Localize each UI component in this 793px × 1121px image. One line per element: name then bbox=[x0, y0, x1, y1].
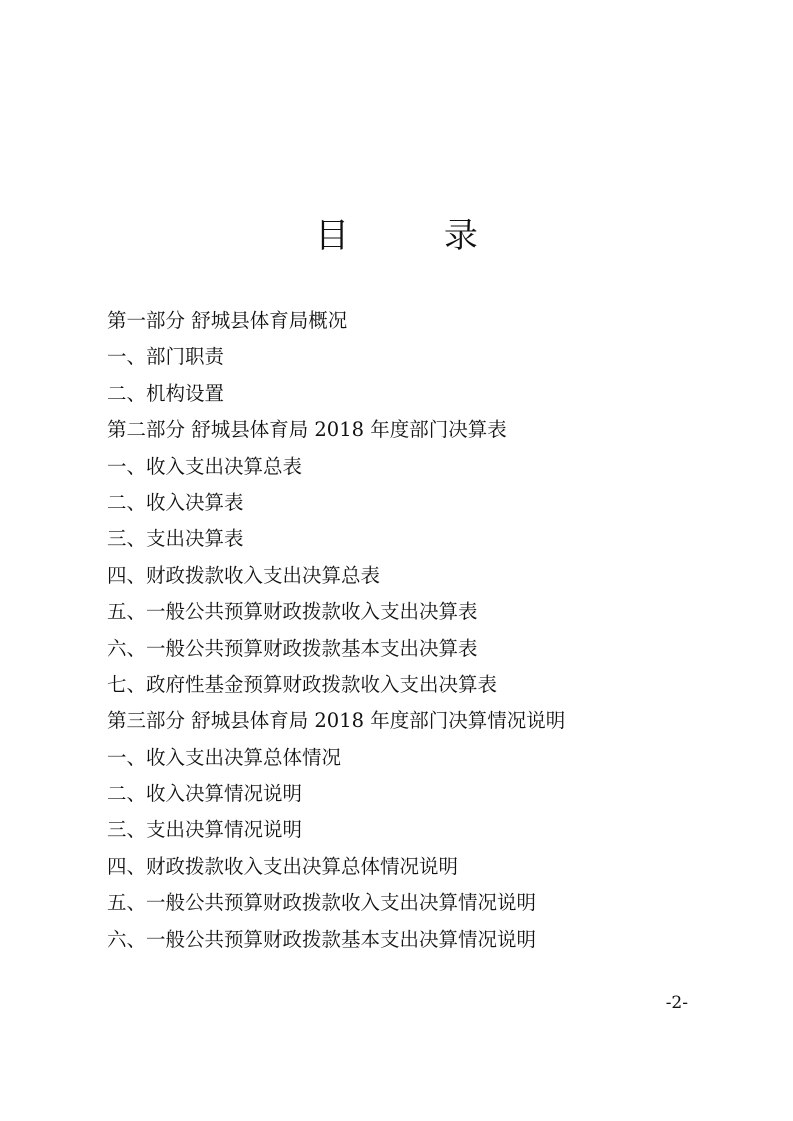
toc-item-3-5: 五、一般公共预算财政拨款收入支出决算情况说明 bbox=[107, 891, 537, 915]
toc-item-2-1: 一、收入支出决算总表 bbox=[107, 454, 303, 478]
toc-item-1-2: 二、机构设置 bbox=[107, 381, 225, 405]
toc-item-2-2: 二、收入决算表 bbox=[107, 490, 244, 514]
toc-item-2-4: 四、财政拨款收入支出决算总表 bbox=[107, 563, 381, 587]
table-of-contents bbox=[107, 303, 727, 958]
toc-item-1-1: 一、部门职责 bbox=[107, 345, 225, 369]
toc-item-2-7: 七、政府性基金预算财政拨款收入支出决算表 bbox=[107, 672, 498, 696]
page-number: -2- bbox=[665, 993, 688, 1013]
toc-item-2-5: 五、一般公共预算财政拨款收入支出决算表 bbox=[107, 600, 478, 624]
toc-part-3: 第三部分 舒城县体育局 2018 年度部门决算情况说明 bbox=[107, 709, 566, 733]
toc-item-3-6: 六、一般公共预算财政拨款基本支出决算情况说明 bbox=[107, 927, 537, 951]
toc-item-3-2: 二、收入决算情况说明 bbox=[107, 782, 303, 806]
toc-item-2-6: 六、一般公共预算财政拨款基本支出决算表 bbox=[107, 636, 478, 660]
page-title: 目 录 bbox=[315, 216, 520, 256]
toc-item-3-1: 一、收入支出决算总体情况 bbox=[107, 745, 342, 769]
toc-item-3-4: 四、财政拨款收入支出决算总体情况说明 bbox=[107, 854, 459, 878]
toc-part-2: 第二部分 舒城县体育局 2018 年度部门决算表 bbox=[107, 418, 507, 442]
toc-item-3-3: 三、支出决算情况说明 bbox=[107, 818, 303, 842]
toc-part-1: 第一部分 舒城县体育局概况 bbox=[107, 309, 348, 332]
toc-item-2-3: 三、支出决算表 bbox=[107, 527, 244, 551]
